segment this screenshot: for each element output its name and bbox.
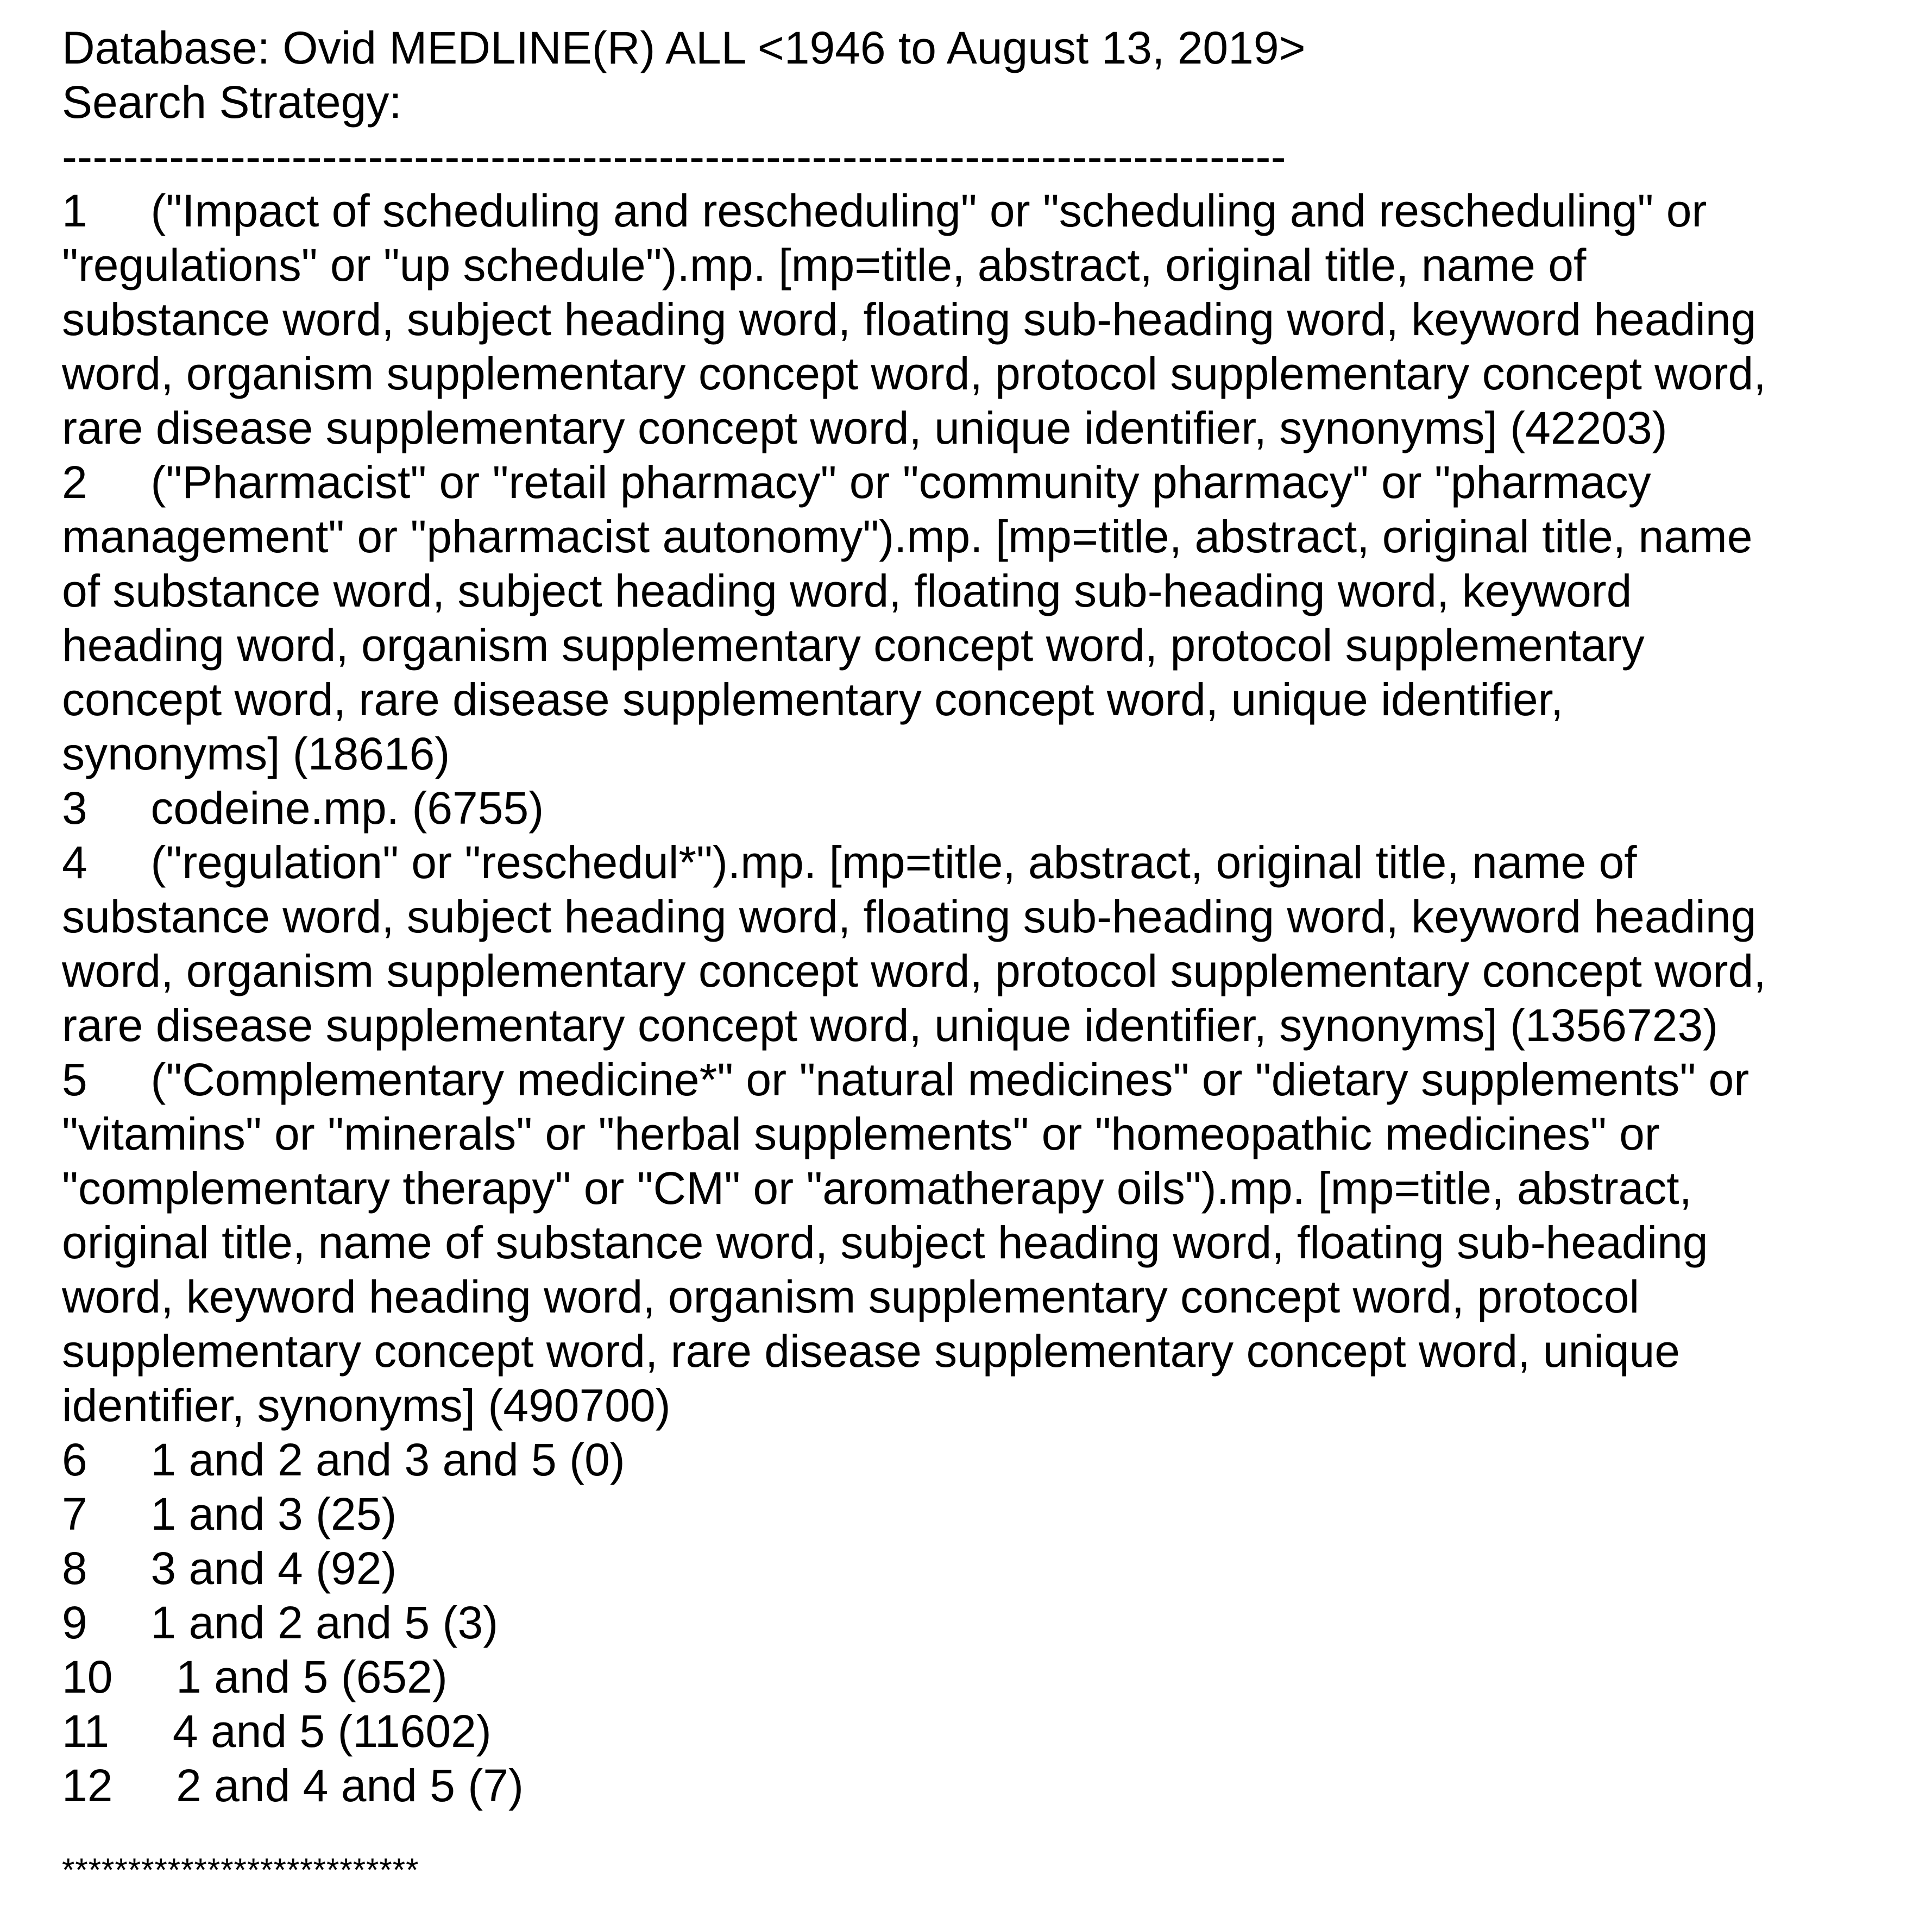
strategy-line: 10 1 and 5 (652) (62, 1651, 448, 1702)
strategy-line: identifier, synonyms] (490700) (62, 1380, 671, 1431)
strategy-line: word, organism supplementary concept word, protocol supplementary concept word, (62, 348, 1766, 399)
strategy-line: 5 ("Complementary medicine*" or "natural medicines" or "dietary supplements" or (62, 1054, 1750, 1105)
strategy-line: "vitamins" or "minerals" or "herbal supplements" or "homeopathic medicines" or (62, 1108, 1660, 1159)
strategy-line: 6 1 and 2 and 3 and 5 (0) (62, 1434, 625, 1485)
strategy-line: supplementary concept word, rare disease supplementary concept word, unique (62, 1326, 1681, 1377)
strategy-line: of substance word, subject heading word, floating sub-heading word, keyword (62, 565, 1632, 616)
strategy-line: synonyms] (18616) (62, 728, 450, 779)
strategy-line: 9 1 and 2 and 5 (3) (62, 1597, 499, 1648)
search-strategy-label: Search Strategy: (62, 77, 402, 128)
strategy-line: 1 ("Impact of scheduling and rescheduling" or "scheduling and rescheduling" or (62, 185, 1707, 236)
strategy-line: 4 ("regulation" or "reschedul*").mp. [mp=title, abstract, original title, name of (62, 837, 1637, 888)
strategy-line: 8 3 and 4 (92) (62, 1543, 397, 1594)
strategy-line: 2 ("Pharmacist" or "retail pharmacy" or "community pharmacy" or "pharmacy (62, 457, 1651, 508)
strategy-line: concept word, rare disease supplementary concept word, unique identifier, (62, 674, 1564, 725)
strategy-line: substance word, subject heading word, floating sub-heading word, keyword heading (62, 294, 1757, 345)
dashed-separator: -------------------------------------------------------------------------------- (62, 131, 1286, 182)
strategy-line: 7 1 and 3 (25) (62, 1488, 397, 1539)
strategy-line: "regulations" or "up schedule").mp. [mp=title, abstract, original title, name of (62, 239, 1587, 291)
search-strategy-document (62, 21, 1914, 1813)
strategy-line: rare disease supplementary concept word, unique identifier, synonyms] (42203) (62, 402, 1667, 453)
strategy-line: "complementary therapy" or "CM" or "aromatherapy oils").mp. [mp=title, abstract, (62, 1163, 1692, 1214)
strategy-line: rare disease supplementary concept word, unique identifier, synonyms] (1356723) (62, 1000, 1719, 1051)
strategy-line: 3 codeine.mp. (6755) (62, 783, 544, 834)
database-line: Database: Ovid MEDLINE(R) ALL <1946 to August 13, 2019> (62, 22, 1306, 73)
strategy-line: original title, name of substance word, subject heading word, floating sub-heading (62, 1217, 1708, 1268)
strategy-line: 11 4 and 5 (11602) (62, 1706, 492, 1757)
strategy-line: word, keyword heading word, organism supplementary concept word, protocol (62, 1271, 1640, 1322)
strategy-line: word, organism supplementary concept word, protocol supplementary concept word, (62, 945, 1766, 996)
strategy-line: 12 2 and 4 and 5 (7) (62, 1760, 524, 1811)
stars-separator: *************************** (62, 1852, 419, 1888)
strategy-line: substance word, subject heading word, floating sub-heading word, keyword heading (62, 891, 1757, 942)
strategy-line: management" or "pharmacist autonomy").mp. [mp=title, abstract, original title, name (62, 511, 1753, 562)
strategy-line: heading word, organism supplementary concept word, protocol supplementary (62, 620, 1645, 671)
